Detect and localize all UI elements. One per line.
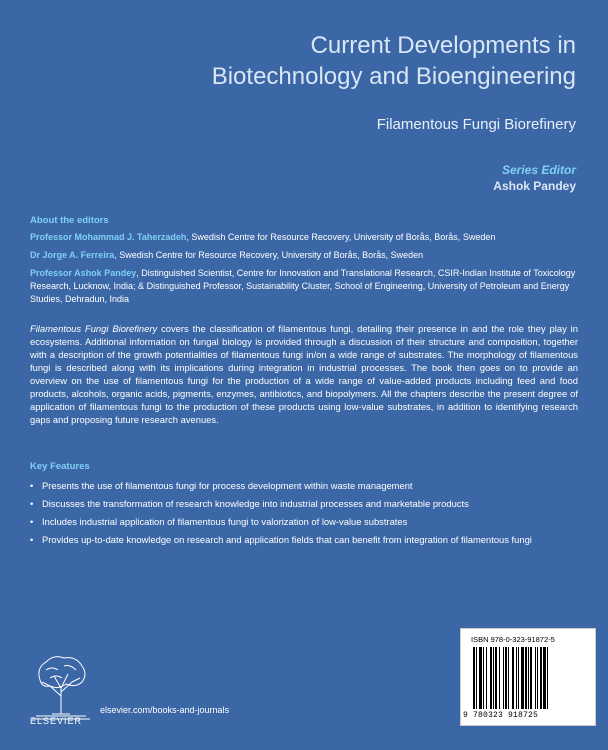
isbn-barcode-box xyxy=(460,628,596,726)
editor-item xyxy=(30,267,578,306)
editor-name: Professor Ashok Pandey xyxy=(30,268,137,278)
key-feature-item: • Provides up-to-date knowledge on research and application fields that can benefit from integration of filamentous fungi xyxy=(30,533,548,546)
key-features-section xyxy=(30,460,548,551)
isbn-number: ISBN 978-0-323-91872-5 xyxy=(471,635,555,644)
title-line-2: Biotechnology and Bioengineering xyxy=(211,63,576,90)
description-book-title: Filamentous Fungi Biorefinery xyxy=(30,323,158,334)
key-features-list xyxy=(30,479,548,546)
publisher-name: ELSEVIER xyxy=(30,716,83,726)
book-title xyxy=(212,30,576,92)
editor-affiliation: , Swedish Centre for Resource Recovery, University of Borås, Borås, Sweden xyxy=(114,250,424,260)
publisher-url: elsevier.com/books-and-journals xyxy=(100,705,230,715)
series-editor-block xyxy=(493,162,576,194)
title-line-1: Current Developments in xyxy=(310,32,576,59)
key-features-heading: Key Features xyxy=(30,461,90,472)
editor-item xyxy=(30,231,578,244)
editors-section xyxy=(30,214,578,311)
description-text: covers the classification of filamentous fungi, detailing their presence in and the role they play in ecosystems. Additional information on fungal biology is provided through a discussion of their structure and composition, together with a description of the growth potentialities of filamentous fungi in/on a wide range of substrates. The morphology of filamentous fungi is described along with its implications during integration in industrial processes. The book then goes on to provide an overview on the use of filamentous fungi for the production of a wide range of value-added products including feed and food products, alcohols, organic acids, pigments, enzymes, antibiotics, and biopolymers. All the chapters describe the present degree of application of filamentous fungi to the production of these products using low-value substrates, in addition to identifying research gaps and proposing future research avenues. xyxy=(30,323,578,425)
key-feature-item: • Includes industrial application of filamentous fungi to valorization of low-value substrates xyxy=(30,515,548,528)
elsevier-tree-logo-icon xyxy=(30,652,92,722)
book-subtitle: Filamentous Fungi Biorefinery xyxy=(376,116,576,133)
editor-name: Professor Mohammad J. Taherzadeh xyxy=(30,232,187,242)
editor-name: Dr Jorge A. Ferreira xyxy=(30,250,115,260)
book-description xyxy=(30,322,578,426)
barcode-icon xyxy=(473,647,585,709)
key-feature-item: • Discusses the transformation of research knowledge into industrial processes and marketable products xyxy=(30,497,548,510)
series-editor-name: Ashok Pandey xyxy=(493,179,576,193)
series-editor-label: Series Editor xyxy=(501,163,576,177)
editors-heading: About the editors xyxy=(30,215,109,226)
key-feature-item: • Presents the use of filamentous fungi for process development within waste management xyxy=(30,479,548,492)
barcode-digits: 9 780323 918725 xyxy=(463,711,539,720)
editor-affiliation: , Distinguished Scientist, Centre for Innovation and Translational Research, CSIR-Indian Institute of Toxicology Research, Lucknow, India; & Distinguished Professor, Sustainability Cluster, School of Engineering, University of Petroleum and Energy Studies, Dehradun, India xyxy=(30,268,576,304)
editor-affiliation: , Swedish Centre for Resource Recovery, University of Borås, Borås, Sweden xyxy=(186,232,496,242)
editor-item xyxy=(30,249,578,262)
